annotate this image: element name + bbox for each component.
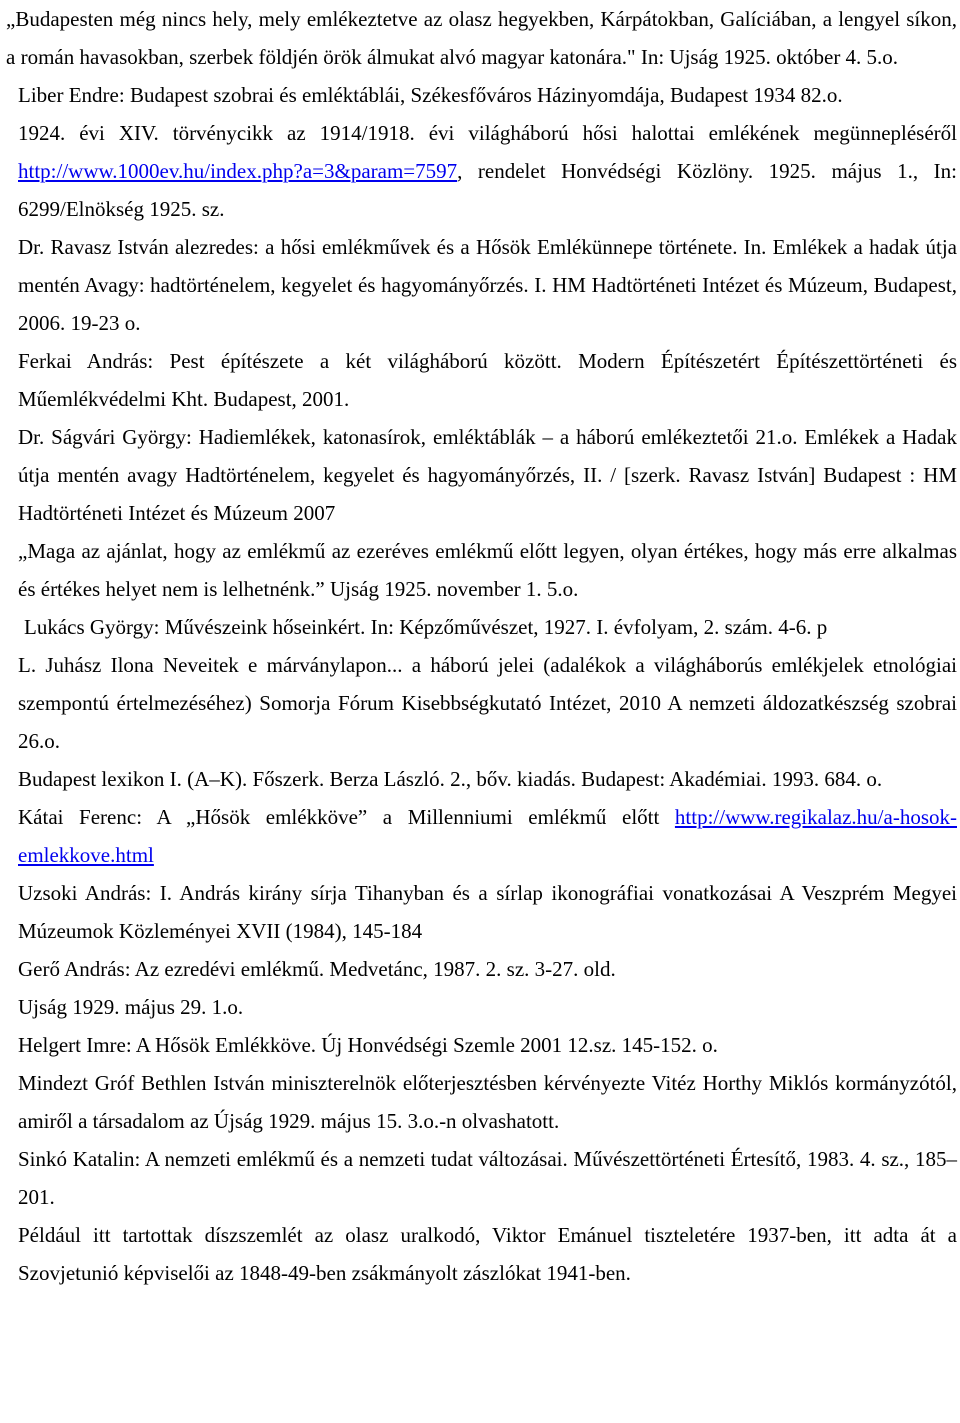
note-text: Ujság 1929. május 29. 1.o. [18,995,244,1019]
note-entry [6,798,957,874]
note-text: Dr. Ságvári György: Hadiemlékek, katonasírok, emléktáblák – a háború emlékeztetői 21.o. Emlékek a Hadak útja mentén avagy Hadtörténelem, kegyelet és hagyományőrzés, II. / [szerk. Ravasz István] Budapest : HM Hadtörténeti Intézet és Múzeum 2007 [18,425,957,525]
note-link[interactable]: http://www.1000ev.hu/index.php?a=3&param=7597 [18,159,458,183]
note-text: Sinkó Katalin: A nemzeti emlékmű és a nemzeti tudat változásai. Művészettörténeti Értesítő, 1983. 4. sz., 185–201. [18,1147,957,1209]
note-text: Kátai Ferenc: A „Hősök emlékköve” a Millenniumi emlékmű előtt [18,805,675,829]
note-text: Liber Endre: Budapest szobrai és emléktáblái, Székesfőváros Házinyomdája, Budapest 1934 82.o. [18,83,843,107]
note-entry [6,114,957,228]
note-text: Dr. Ravasz István alezredes: a hősi emlékművek és a Hősök Emlékünnepe története. In. Emlékek a hadak útja mentén Avagy: hadtörténelem, kegyelet és hagyományőrzés. I. HM Hadtörténeti Intézet és Múzeum, Budapest, 2006. 19-23 o. [18,235,957,335]
note-entry [6,1140,957,1216]
note-text: Ferkai András: Pest építészete a két világháború között. Modern Építészetért Építészettörténeti és Műemlékvédelmi Kht. Budapest, 2001. [18,349,957,411]
note-text: L. Juhász Ilona Neveitek e márványlapon... a háború jelei (adalékok a világháborús emlékjelek etnológiai szempontú értelmezéséhez) Somorja Fórum Kisebbségkutató Intézet, 2010 A nemzeti áldozatkészség szobrai 26.o. [18,653,957,753]
note-entry [6,608,957,646]
note-entry [6,342,957,418]
note-text: Helgert Imre: A Hősök Emlékköve. Új Honvédségi Szemle 2001 12.sz. 145-152. o. [18,1033,718,1057]
note-text: „Budapesten még nincs hely, mely emlékeztetve az olasz hegyekben, Kárpátokban, Galíciában, a lengyel síkon, a román havasokban, szerbek földjén örök álmukat alvó magyar katonára." In: Ujság 1925. október 4. 5.o. [6,7,957,69]
note-entry [6,76,957,114]
note-entry [6,1064,957,1140]
note-entry [6,0,957,76]
bibliography-page [6,0,957,1292]
note-text: Gerő András: Az ezredévi emlékmű. Medvetánc, 1987. 2. sz. 3-27. old. [18,957,616,981]
note-entry [6,1026,957,1064]
note-entry [6,418,957,532]
note-text: Budapest lexikon I. (A–K). Főszerk. Berza László. 2., bőv. kiadás. Budapest: Akadémiai. 1993. 684. o. [18,767,883,791]
note-text: 1924. évi XIV. törvénycikk az 1914/1918. évi világháború hősi halottai emlékének megünnepléséről [18,121,957,145]
note-text: „Maga az ajánlat, hogy az emlékmű az ezeréves emlékmű előtt legyen, olyan értékes, hogy más erre alkalmas és értékes helyet nem is lelhetnénk.” Ujság 1925. november 1. 5.o. [18,539,957,601]
note-entry [6,646,957,760]
note-entry [6,228,957,342]
note-entry [6,532,957,608]
note-text: Például itt tartottak díszszemlét az olasz uralkodó, Viktor Emánuel tiszteletére 1937-ben, itt adta át a Szovjetunió képviselői az 1848-49-ben zsákmányolt zászlókat 1941-ben. [18,1223,957,1285]
note-text: Lukács György: Művészeink hőseinkért. In: Képzőművészet, 1927. I. évfolyam, 2. szám. 4-6. p [24,615,828,639]
note-entry [6,1216,957,1292]
note-text: Mindezt Gróf Bethlen István miniszterelnök előterjesztésben kérvényezte Vitéz Horthy Miklós kormányzótól, amiről a társadalom az Újság 1929. május 15. 3.o.-n olvashatott. [18,1071,957,1133]
note-text: , rendelet Honvédségi Közlöny. 1925. május 1., In: 6299/Elnökség 1925. sz. [18,159,957,221]
note-entry [6,988,957,1026]
note-entry [6,950,957,988]
note-entry [6,874,957,950]
note-link[interactable]: http://www.regikalaz.hu/a-hosok-emlekkove.html [18,805,957,867]
note-entry [6,760,957,798]
note-text: Uzsoki András: I. András kirány sírja Tihanyban és a sírlap ikonográfiai vonatkozásai A Veszprém Megyei Múzeumok Közleményei XVII (1984), 145-184 [18,881,957,943]
